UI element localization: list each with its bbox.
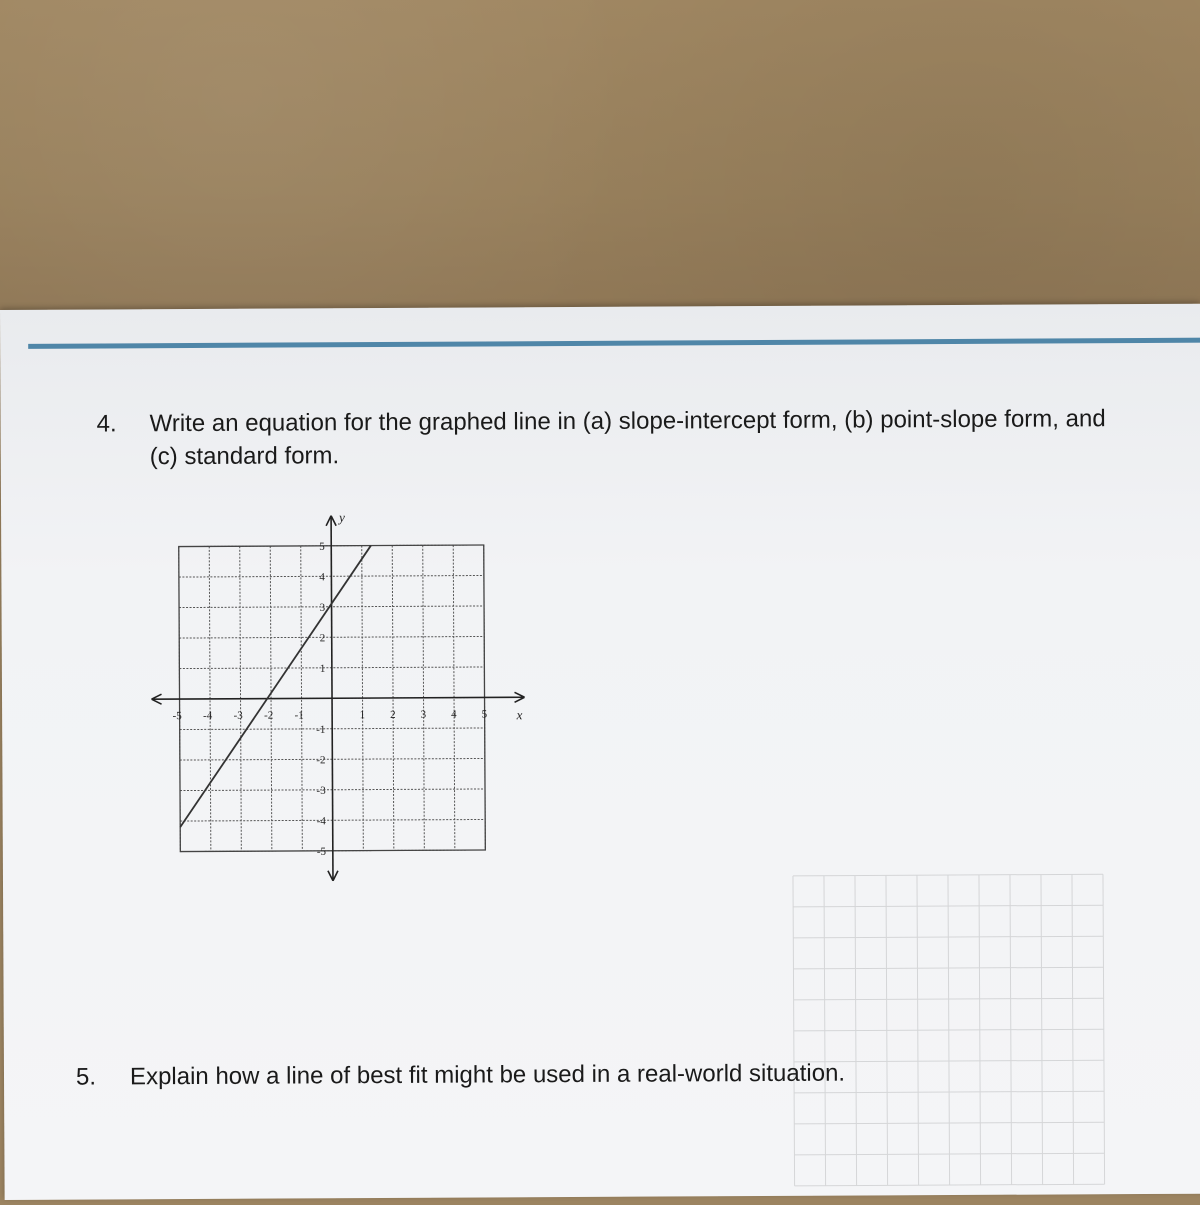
y-axis-label: y [339,509,345,525]
x-tick-label: 1 [359,709,366,722]
y-tick-label: -1 [316,723,326,736]
y-tick-label: -2 [316,754,326,767]
question-4-number: 4. [96,410,117,438]
x-axis-label: x [516,707,523,723]
question-5-number: 5. [75,1063,97,1091]
y-tick-label: -4 [316,815,326,828]
graph-svg [141,502,543,894]
y-tick-label: 3 [319,601,326,614]
y-tick-label: 5 [319,540,325,553]
y-tick-label: 1 [319,662,326,675]
question-4-text: Write an equation for the graphed line in (a) slope-intercept form, (b) point-slope form, and (c) standard form. [149,405,1106,471]
page-rule [28,338,1200,349]
x-axis [152,697,525,699]
y-tick-label: -5 [316,845,327,858]
y-tick-label: -3 [316,784,326,797]
x-tick-label: -4 [203,709,213,722]
y-tick-label: 4 [319,571,325,584]
question-5-text: Explain how a line of best fit might be used in a real-world situation. [129,1059,846,1091]
coordinate-graph [141,502,543,894]
ghost-grid-bleedthrough [783,864,1115,1196]
x-tick-label: 5 [481,708,488,721]
x-tick-label: -5 [172,710,182,723]
x-tick-label: -3 [233,709,243,722]
x-tick-label: 3 [420,708,427,721]
question-4 [96,402,1137,471]
graphed-line [179,546,373,828]
x-tick-label: -1 [294,709,304,722]
y-axis [331,516,333,881]
y-tick-label: 2 [319,632,326,645]
x-tick-label: -2 [264,709,274,722]
desk-background [0,0,1200,318]
x-tick-label: 2 [390,708,396,721]
worksheet-page [0,304,1200,1200]
x-tick-label: 4 [451,708,457,721]
